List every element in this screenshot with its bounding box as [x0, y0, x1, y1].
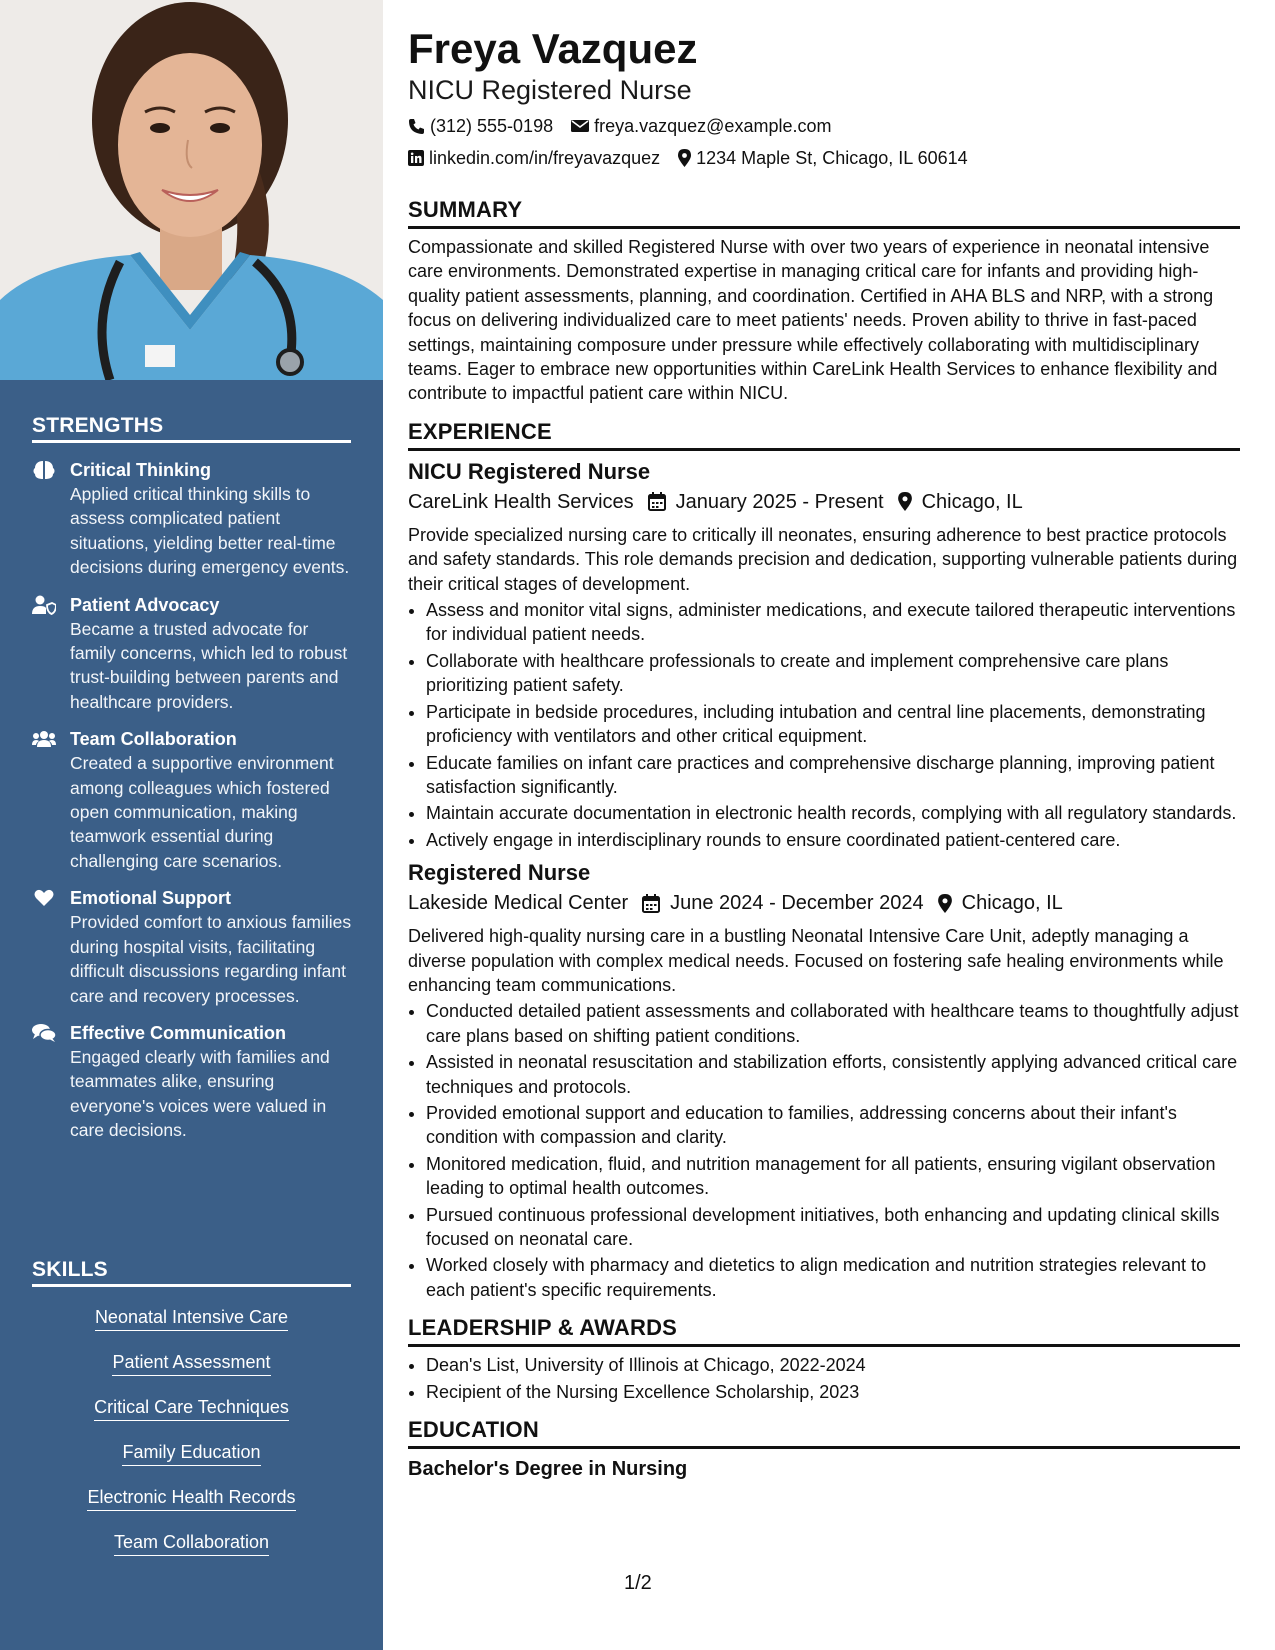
strength-item	[32, 458, 356, 580]
skill-tag: Patient Assessment	[112, 1350, 270, 1376]
location-icon	[898, 492, 912, 511]
strength-item	[32, 886, 356, 1008]
email-text: freya.vazquez@example.com	[594, 116, 832, 136]
skill-tag: Critical Care Techniques	[94, 1395, 289, 1421]
job-bullet: • Educate families on infant care practices and comprehensive discharge planning, improving patient satisfaction significantly.	[426, 751, 1240, 800]
job-bullets	[408, 999, 1240, 1302]
job-bullet: • Actively engage in interdisciplinary rounds to ensure coordinated patient-centered care.	[426, 828, 1240, 852]
sidebar	[0, 0, 383, 1650]
phone-contact[interactable]	[408, 110, 553, 142]
job-location	[898, 487, 1023, 517]
job-dates	[642, 888, 924, 918]
experience-heading: EXPERIENCE	[408, 418, 1240, 451]
location-icon	[938, 894, 952, 913]
job-bullet: • Assess and monitor vital signs, administer medications, and execute tailored therapeutic interventions for individual patient needs.	[426, 598, 1240, 647]
address-contact	[678, 142, 968, 174]
skills-list	[32, 1305, 351, 1575]
summary-heading: SUMMARY	[408, 196, 1240, 229]
skill-tag: Electronic Health Records	[87, 1485, 295, 1511]
page-number: 1/2	[624, 1572, 652, 1594]
job-meta	[408, 888, 1240, 918]
strength-item	[32, 1021, 356, 1143]
profile-photo	[0, 0, 383, 380]
job-bullet: • Maintain accurate documentation in electronic health records, complying with all regulatory standards.	[426, 801, 1240, 825]
comments-icon	[32, 1023, 56, 1043]
job-location	[938, 888, 1063, 918]
brain-icon	[32, 460, 56, 480]
strength-item	[32, 727, 356, 873]
job-description: Delivered high-quality nursing care in a bustling Neonatal Intensive Care Unit, adeptly managing a diverse population with complex medical needs. Focused on fostering safe healing environments while enhancing team communications.	[408, 926, 1224, 995]
user-shield-icon	[32, 595, 56, 615]
education-heading: EDUCATION	[408, 1416, 1240, 1449]
award-item: • Recipient of the Nursing Excellence Scholarship, 2023	[426, 1380, 1240, 1404]
job-bullet: • Monitored medication, fluid, and nutrition management for all patients, ensuring vigilant observation leading to optimal health outcomes.	[426, 1152, 1240, 1201]
job-bullet: • Assisted in neonatal resuscitation and stabilization efforts, consistently applying advanced critical care techniques and protocols.	[426, 1050, 1240, 1099]
skills-heading: SKILLS	[32, 1258, 351, 1287]
linkedin-text: linkedin.com/in/freyavazquez	[429, 148, 661, 168]
strengths-heading: STRENGTHS	[32, 414, 351, 443]
skill-tag: Team Collaboration	[114, 1530, 269, 1556]
strength-desc: Created a supportive environment among colleagues which fostered open communication, making teamwork essential during challenging care scenarios.	[70, 753, 334, 871]
strength-title: Patient Advocacy	[70, 594, 220, 615]
job-description: Provide specialized nursing care to critically ill neonates, ensuring adherence to best practice protocols and safety standards. This role demands precision and dedication, supporting vulnerable patients during their critical stages of development.	[408, 524, 1238, 594]
degree-title: Bachelor's Degree in Nursing	[408, 1458, 688, 1481]
calendar-icon	[642, 894, 660, 913]
job-location-text: Chicago, IL	[921, 490, 1023, 513]
job-bullet: • Collaborate with healthcare professionals to create and implement comprehensive care plans prioritizing patient safety.	[426, 649, 1240, 698]
strength-desc: Engaged clearly with families and teammates alike, ensuring everyone's voices were valued in care decisions.	[70, 1046, 330, 1141]
main-content	[408, 22, 1240, 1483]
job-location-text: Chicago, IL	[961, 892, 1063, 915]
skill-tag: Neonatal Intensive Care	[95, 1305, 288, 1331]
job-bullet: • Provided emotional support and education to families, addressing concerns about their infant's condition with compassion and clarity.	[426, 1101, 1240, 1150]
job-bullet: • Worked closely with pharmacy and dietetics to align medication and nutrition strategies relevant to each patient's specific requirements.	[426, 1253, 1240, 1302]
phone-text: (312) 555-0198	[430, 116, 554, 136]
strength-title: Team Collaboration	[70, 729, 237, 750]
job-bullet: • Pursued continuous professional development initiatives, both enhancing and updating clinical skills focused on neonatal care.	[426, 1203, 1240, 1252]
address-text: 1234 Maple St, Chicago, IL 60614	[696, 148, 968, 168]
calendar-icon	[648, 492, 666, 511]
job-entry	[408, 858, 1240, 1302]
award-item: • Dean's List, University of Illinois at Chicago, 2022-2024	[426, 1353, 1240, 1377]
contact-row	[408, 110, 1240, 142]
awards-list	[408, 1353, 1240, 1404]
strength-desc: Provided comfort to anxious families during hospital visits, facilitating difficult discussions regarding infant care and recovery processes.	[70, 912, 352, 1006]
job-bullet: • Participate in bedside procedures, including intubation and central line placements, demonstrating proficiency with ventilators and other critical equipment.	[426, 700, 1240, 749]
email-contact[interactable]	[571, 110, 831, 142]
strength-title: Effective Communication	[70, 1022, 287, 1043]
job-company: Lakeside Medical Center	[408, 892, 629, 915]
strengths-list	[32, 458, 356, 1156]
users-icon	[32, 729, 56, 749]
job-dates-text: January 2025 - Present	[675, 490, 884, 513]
location-icon	[678, 149, 691, 167]
job-meta	[408, 487, 1240, 517]
linkedin-icon	[408, 150, 424, 166]
job-dates	[648, 487, 884, 517]
heart-icon	[32, 888, 56, 908]
candidate-role: NICU Registered Nurse	[408, 75, 692, 105]
summary-text: Compassionate and skilled Registered Nurse with over two years of experience in neonatal intensive care environments. Demonstrated expertise in managing critical care for infants and providing high-quality patient assessments, planning, and coordination. Certified in AHA BLS and NRP, with a strong focus on delivering individualized care to meet patients' needs. Proven ability to thrive in fast-paced settings, maintaining composure under pressure while effectively collaborating with multidisciplinary teams. Eager to embrace new opportunities within CareLink Health Services to enhance flexibility and contribute to impactful patient care within NICU.	[408, 237, 1218, 404]
strength-item	[32, 593, 356, 715]
contact-row	[408, 142, 1240, 174]
job-entry	[408, 457, 1240, 852]
skill-tag: Family Education	[122, 1440, 260, 1466]
linkedin-contact[interactable]	[408, 142, 660, 174]
job-dates-text: June 2024 - December 2024	[670, 892, 924, 915]
awards-heading: LEADERSHIP & AWARDS	[408, 1314, 1240, 1347]
strength-desc: Applied critical thinking skills to assess complicated patient situations, yielding better real-time decisions during emergency events.	[70, 484, 350, 578]
strength-title: Emotional Support	[70, 888, 231, 909]
job-bullet: • Conducted detailed patient assessments and collaborated with healthcare teams to thoughtfully adjust care plans based on shifting patient conditions.	[426, 999, 1240, 1048]
job-title: Registered Nurse	[408, 860, 591, 886]
strength-title: Critical Thinking	[70, 460, 212, 480]
job-title: NICU Registered Nurse	[408, 458, 651, 484]
job-company: CareLink Health Services	[408, 490, 634, 513]
phone-icon	[408, 118, 425, 135]
candidate-name: Freya Vazquez	[408, 25, 698, 72]
envelope-icon	[571, 119, 589, 133]
job-bullets	[408, 598, 1240, 852]
strength-desc: Became a trusted advocate for family concerns, which led to robust trust-building between parents and healthcare providers.	[70, 618, 348, 712]
